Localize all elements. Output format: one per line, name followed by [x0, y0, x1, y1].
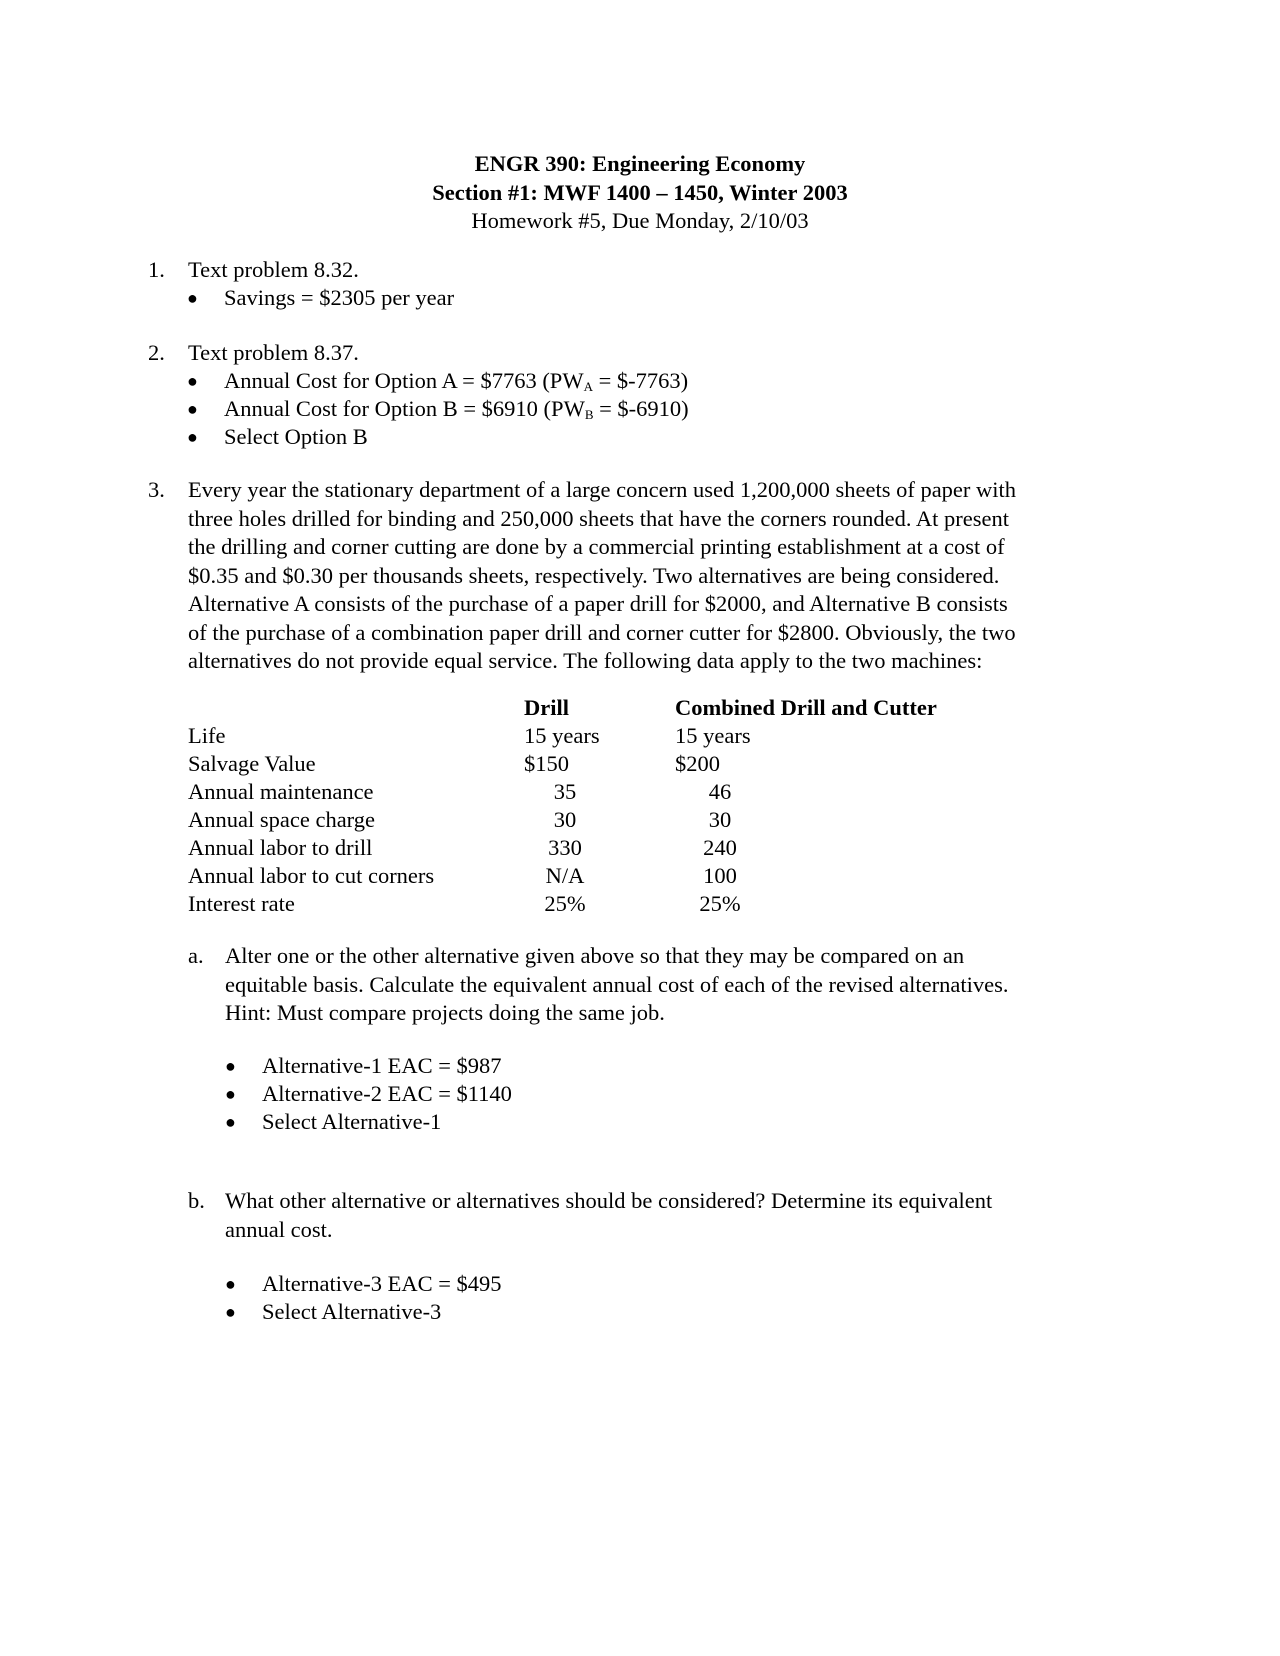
row-label: Life	[188, 723, 226, 748]
answer-line: Alternative-2 EAC = $1140	[262, 1081, 512, 1106]
table-row	[0, 722, 1280, 751]
part-label: b.	[188, 1188, 205, 1213]
paragraph-line: What other alternative or alternatives should be considered? Determine its equivalent	[225, 1188, 993, 1213]
drill-value: 330	[548, 835, 582, 860]
drill-value: 15 years	[524, 723, 600, 748]
question-text: Text problem 8.37.	[188, 340, 359, 365]
table-row	[0, 806, 1280, 835]
answer-line: Select Option B	[224, 424, 368, 449]
paragraph-line: alternatives do not provide equal service. The following data apply to the two machines:	[188, 648, 983, 673]
column-header-combined: Combined Drill and Cutter	[675, 695, 937, 720]
combined-value: 46	[708, 779, 732, 804]
answer-line: Alternative-1 EAC = $987	[262, 1053, 502, 1078]
bullet-icon: ●	[225, 1056, 236, 1076]
answer-text: Annual Cost for Option B = $6910 (PW	[224, 396, 585, 421]
row-label: Annual maintenance	[188, 779, 374, 804]
paragraph-line: three holes drilled for binding and 250,000 sheets that have the corners rounded. At present	[188, 505, 1010, 531]
row-label: Annual labor to cut corners	[188, 863, 435, 888]
answer-line: Select Alternative-1	[262, 1109, 442, 1134]
paragraph-line: Alternative A consists of the purchase of a paper drill for $2000, and Alternative B consists	[188, 591, 1008, 616]
question-number: 2.	[148, 340, 165, 365]
drill-value: 30	[553, 807, 577, 832]
answer-line	[224, 395, 689, 424]
answer-text: = $-7763)	[592, 368, 689, 393]
bullet-icon: ●	[225, 1084, 236, 1104]
paragraph-line: Alter one or the other alternative given above so that they may be compared on an	[225, 943, 965, 968]
paragraph-line: equitable basis. Calculate the equivalent annual cost of each of the revised alternatives.	[225, 971, 1009, 997]
bullet-icon: ●	[187, 371, 198, 391]
table-row	[0, 890, 1280, 919]
question-number: 3.	[148, 477, 165, 502]
paragraph-line: the drilling and corner cutting are done by a commercial printing establishment at a cost of	[188, 534, 1005, 559]
bullet-icon: ●	[187, 288, 198, 308]
table-header-row	[0, 694, 1280, 723]
course-title: ENGR 390: Engineering Economy	[474, 151, 806, 176]
row-label: Annual space charge	[188, 807, 375, 832]
combined-value: 30	[708, 807, 732, 832]
answer-line	[224, 367, 688, 396]
combined-value: 25%	[699, 891, 741, 916]
question-paragraph	[188, 476, 1016, 676]
answer-text: = $-6910)	[593, 396, 689, 421]
drill-value: N/A	[545, 863, 585, 888]
row-label: Salvage Value	[188, 751, 316, 776]
homework-title: Homework #5, Due Monday, 2/10/03	[471, 208, 809, 233]
part-label: a.	[188, 943, 204, 968]
combined-value: $200	[675, 751, 720, 776]
bullet-icon: ●	[225, 1302, 236, 1322]
document-header	[0, 150, 1280, 236]
table-row	[0, 750, 1280, 779]
question-number: 1.	[148, 257, 165, 282]
bullet-icon: ●	[225, 1274, 236, 1294]
subscript: A	[583, 379, 593, 394]
row-label: Annual labor to drill	[188, 835, 373, 860]
paragraph-line: annual cost.	[225, 1216, 333, 1242]
part-paragraph	[225, 1187, 992, 1244]
paragraph-line: Every year the stationary department of a large concern used 1,200,000 sheets of paper with	[188, 477, 1017, 502]
table-row	[0, 862, 1280, 891]
table-row	[0, 778, 1280, 807]
answer-line: Savings = $2305 per year	[224, 285, 455, 310]
drill-value: $150	[524, 751, 569, 776]
section-title: Section #1: MWF 1400 – 1450, Winter 2003	[432, 179, 848, 205]
paragraph-line: $0.35 and $0.30 per thousands sheets, respectively. Two alternatives are being considered.	[188, 562, 1000, 588]
bullet-icon: ●	[225, 1112, 236, 1132]
answer-text: Annual Cost for Option A = $7763 (PW	[224, 368, 584, 393]
part-paragraph	[225, 942, 1008, 1028]
answer-line: Select Alternative-3	[262, 1299, 442, 1324]
answer-line: Alternative-3 EAC = $495	[262, 1271, 502, 1296]
bullet-icon: ●	[187, 427, 198, 447]
table-row	[0, 834, 1280, 863]
combined-value: 100	[703, 863, 737, 888]
column-header-drill: Drill	[524, 695, 569, 720]
combined-value: 240	[703, 835, 737, 860]
drill-value: 25%	[544, 891, 586, 916]
row-label: Interest rate	[188, 891, 295, 916]
question-text: Text problem 8.32.	[188, 257, 359, 282]
bullet-icon: ●	[187, 399, 198, 419]
paragraph-line: of the purchase of a combination paper drill and corner cutter for $2800. Obviously, the two	[188, 619, 1016, 645]
subscript: B	[584, 407, 594, 422]
paragraph-line: Hint: Must compare projects doing the same job.	[225, 1000, 665, 1025]
drill-value: 35	[553, 779, 577, 804]
combined-value: 15 years	[675, 723, 751, 748]
